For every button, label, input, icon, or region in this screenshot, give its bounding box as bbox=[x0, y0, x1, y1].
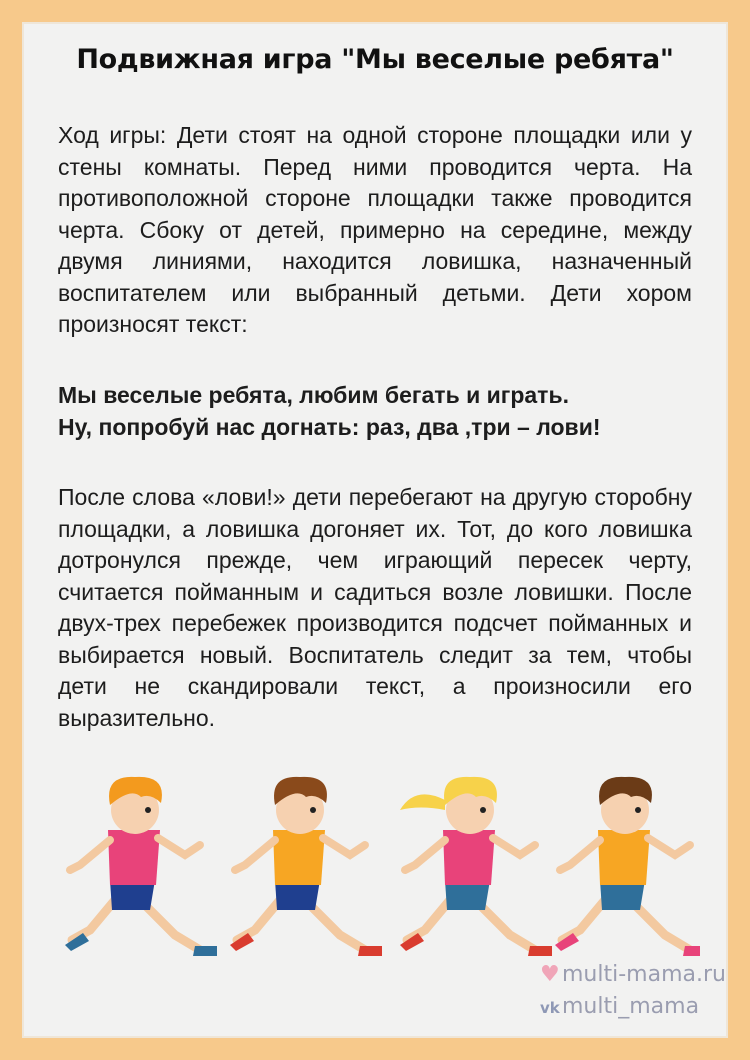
chant-line-1: Мы веселые ребята, любим бегать и играть. bbox=[58, 382, 569, 408]
running-child-4 bbox=[555, 777, 700, 956]
page-title: Подвижная игра "Мы веселые ребята" bbox=[76, 44, 674, 75]
site-url: multi-mama.ru bbox=[562, 962, 726, 987]
heart-icon: ♥ bbox=[540, 962, 560, 987]
running-children-illustration bbox=[60, 770, 700, 975]
social-watermark bbox=[540, 994, 699, 1019]
social-handle: multi_mama bbox=[562, 994, 700, 1019]
running-child-2 bbox=[230, 777, 382, 956]
game-rules: После слова «лови!» дети перебегают на другую сторобну площадки, а ловишка догоняет их. Тот, до кого ловишка дотронулся прежде, чем играющий пересек черту, считается пойманным и садиться возле ловишки. После двух-трех перебежек производится подсчет пойманных и выбирается новый. Воспитатель следит за тем, чтобы дети не скандировали текст, а произносили его выразительно. bbox=[58, 484, 692, 731]
site-watermark bbox=[540, 962, 726, 987]
running-child-1 bbox=[65, 777, 217, 956]
chant-line-2: Ну, попробуй нас догнать: раз, два ,три – лови! bbox=[58, 413, 601, 440]
running-child-3 bbox=[400, 777, 552, 956]
game-description: Ход игры: Дети стоят на одной стороне площадки или у стены комнаты. Перед ними проводится черта. На противоположной стороне площадки также проводится черта. Сбоку от детей, примерно на середине, между двумя линиями, находится ловишка, назначенный воспитателем или выбранный детьми. Дети хором произносят текст: bbox=[58, 122, 692, 337]
vk-icon: vk bbox=[540, 999, 560, 1017]
chant-verse bbox=[58, 380, 692, 443]
